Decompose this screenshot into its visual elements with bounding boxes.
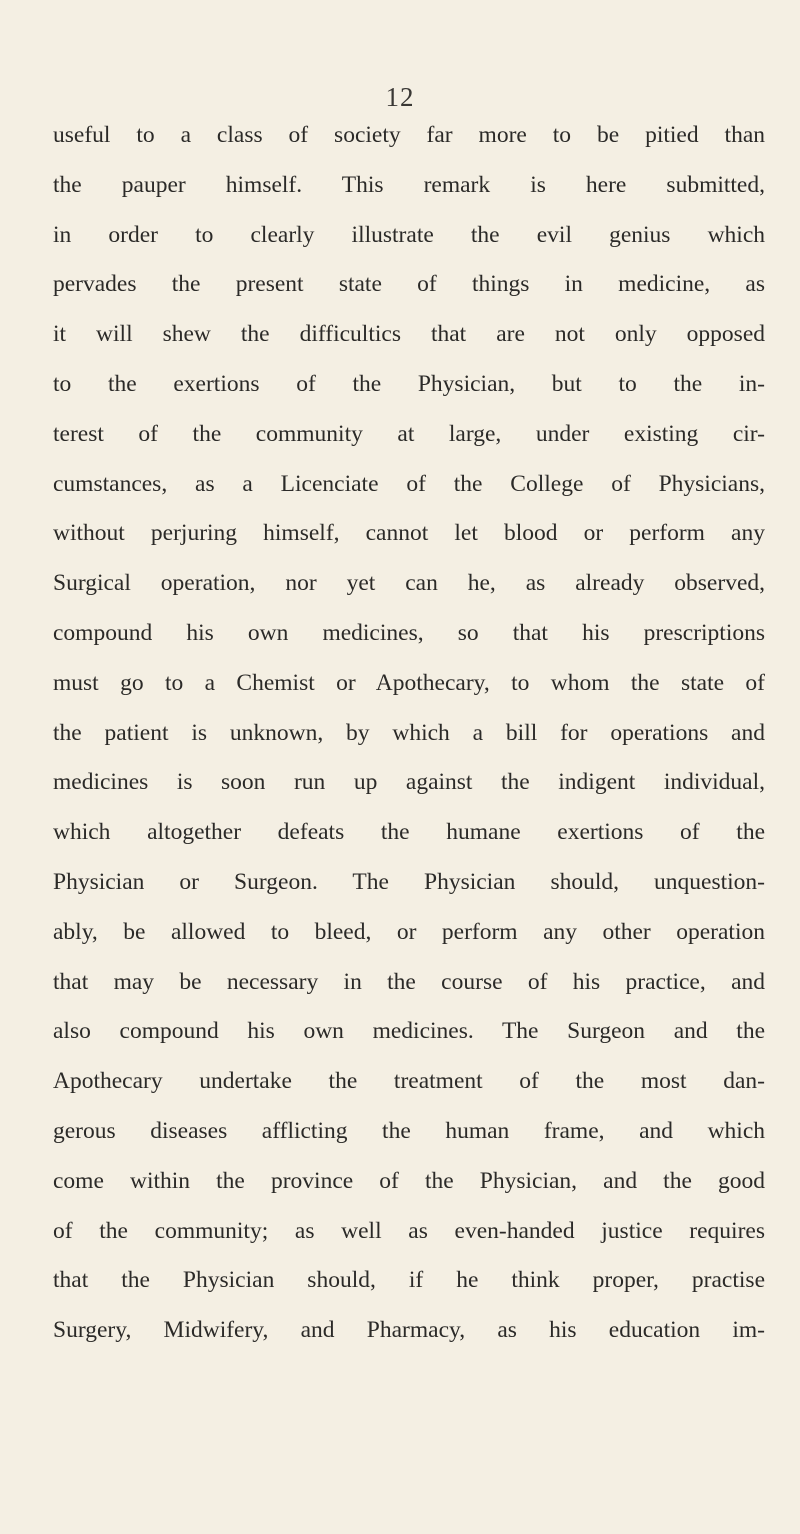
body-text (53, 111, 765, 1356)
text-line: to the exertions of the Physician, but to the in- (53, 370, 765, 397)
text-line: of the community; as well as even-handed justice requires (53, 1217, 765, 1244)
text-line: cumstances, as a Licenciate of the College of Physicians, (53, 470, 765, 497)
text-line: terest of the community at large, under existing cir- (53, 420, 765, 447)
text-line: Apothecary undertake the treatment of the most dan- (53, 1068, 765, 1095)
text-line: Surgical operation, nor yet can he, as already observed, (53, 570, 765, 597)
text-line: that the Physician should, if he think proper, practise (53, 1267, 765, 1294)
text-line: that may be necessary in the course of his practice, and (53, 968, 765, 995)
page-number: 12 (385, 82, 415, 112)
text-line: must go to a Chemist or Apothecary, to whom the state of (53, 669, 765, 696)
text-line: Physician or Surgeon. The Physician should, unquestion- (53, 868, 765, 895)
text-line: without perjuring himself, cannot let blood or perform any (53, 520, 765, 547)
text-line: which altogether defeats the humane exertions of the (53, 819, 765, 846)
text-line: in order to clearly illustrate the evil genius which (53, 221, 765, 248)
text-line: also compound his own medicines. The Surgeon and the (53, 1018, 765, 1045)
text-line: ably, be allowed to bleed, or perform any other operation (53, 918, 765, 945)
text-line: gerous diseases afflicting the human frame, and which (53, 1117, 765, 1144)
text-line: compound his own medicines, so that his prescriptions (53, 619, 765, 646)
text-line: useful to a class of society far more to be pitied than (53, 122, 765, 148)
text-line: medicines is soon run up against the indigent individual, (53, 769, 765, 796)
text-line: pervades the present state of things in medicine, as (53, 271, 765, 298)
text-line: Surgery, Midwifery, and Pharmacy, as his education im- (53, 1317, 765, 1344)
text-line: it will shew the difficultics that are not only opposed (53, 321, 765, 348)
text-line: the patient is unknown, by which a bill for operations and (53, 719, 765, 746)
text-line: the pauper himself. This remark is here submitted, (53, 171, 765, 198)
text-line: come within the province of the Physician, and the good (53, 1167, 765, 1194)
